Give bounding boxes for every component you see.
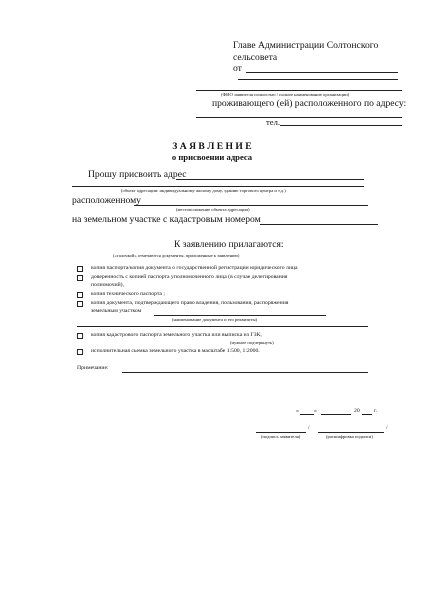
land-doc-field-line[interactable] (154, 315, 326, 316)
date-quote-close: » (314, 408, 317, 414)
attachment-checkbox-1[interactable] (77, 266, 83, 272)
note-label: Примечание: (77, 365, 109, 371)
attachment-item-3: копия технического паспорта ; (91, 291, 165, 297)
from-field-line[interactable] (246, 72, 398, 73)
attachments-hint: («галочкой» отмечаются документы, приложенные к заявлению) (113, 253, 240, 258)
attachment-item-2-cont: полномочий), (91, 282, 124, 288)
year-suffix: г. (374, 408, 378, 414)
located-label: расположенному (72, 195, 141, 206)
phone-field-line[interactable] (280, 125, 402, 126)
attachment-checkbox-5[interactable] (77, 333, 83, 339)
address-field-line[interactable] (196, 117, 402, 118)
from-label: от (233, 63, 242, 74)
document-subtitle: о присвоении адреса (171, 152, 253, 162)
addressee-line-1: Главе Администрации Солтонского (233, 40, 379, 51)
attachments-heading: К заявлению прилагаются: (174, 239, 284, 250)
day-field-line[interactable] (300, 414, 314, 415)
signature-line[interactable] (256, 432, 306, 433)
cadastral-hint: (нужное подчеркнуть) (230, 340, 274, 345)
request-field-line[interactable] (176, 179, 364, 180)
applicant-name-line[interactable] (196, 90, 402, 91)
request-label: Прошу присвоить адрес (88, 169, 187, 180)
attachment-checkbox-3[interactable] (77, 292, 83, 298)
document-title: З А Я В Л Е Н И Е (172, 141, 252, 152)
attachment-checkbox-4[interactable] (77, 301, 83, 307)
request-field-line-2[interactable] (72, 186, 364, 187)
doc-hint: (наименование документа и его реквизиты) (172, 317, 258, 322)
note-field-line[interactable] (122, 372, 368, 373)
year-field-line[interactable] (362, 414, 372, 415)
decode-line[interactable] (318, 432, 384, 433)
date-quote-open: « (296, 408, 299, 414)
addressee-line-2: сельсовета (233, 52, 278, 63)
location-hint: (местоположение объекта адресации) (176, 207, 250, 212)
attachment-item-4: копия документа, подтверждающего право владения, пользования, распоряжения (91, 300, 289, 306)
attachment-item-4-cont: земельным участком (91, 308, 142, 314)
doc-field-line-2[interactable] (77, 326, 368, 327)
signature-slash: / (308, 425, 310, 431)
attachment-item-1: копия паспорта/копия документа о государственной регистрации юридического лица (91, 265, 298, 271)
object-hint: (объект адресации: индивидуальному жилому дому, зданию торгового центра и т.д.) (121, 188, 286, 193)
plot-label: на земельном участке с кадастровым номером (72, 214, 261, 225)
residing-label: проживающего (ей) расположенного по адресу: (212, 98, 407, 109)
attachment-checkbox-6[interactable] (77, 349, 83, 355)
month-field-line[interactable] (321, 414, 351, 415)
cadastral-number-line[interactable] (260, 224, 378, 225)
from-field-line-2[interactable] (238, 79, 398, 80)
attachment-checkbox-2[interactable] (77, 275, 83, 281)
year-prefix: 20 (354, 408, 360, 414)
phone-label: тел. (266, 117, 281, 127)
signature-hint: (подпись заявителя) (261, 434, 301, 439)
attachment-item-2: доверенность с копией паспорта уполномоченного лица (в случае делегирования (91, 274, 288, 280)
attachment-item-survey: исполнительная сьемка земельного участка в масштабе 1:500, 1:2000. (91, 348, 260, 354)
signature-slash-end: / (386, 425, 388, 431)
decode-hint: (расшифровка подписи) (326, 434, 373, 439)
attachment-item-cadastral: копия кадастрового паспорта земельного участка или выписка из ГЗК, (91, 332, 262, 338)
location-field-line[interactable] (134, 205, 368, 206)
applicant-hint: (ФИО заявителя полностью / полное наименование организации) (221, 92, 350, 97)
